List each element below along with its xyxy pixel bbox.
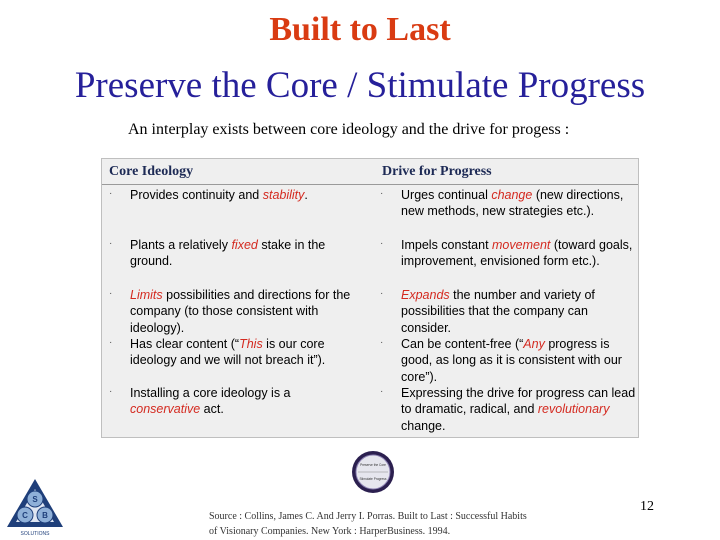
svg-text:B: B [42,511,48,520]
bullet-icon: · [380,337,384,348]
list-item: · Plants a relatively fixed stake in the ground. [109,238,326,269]
comparison-table [101,158,639,438]
svg-text:C: C [22,511,28,520]
list-item: · Provides continuity and stability. [109,188,308,202]
list-item: · Has clear content (“This is our core ideology and we will not breach it”). [109,337,326,368]
bullet-icon: · [380,288,384,299]
list-item: · Impels constant movement (toward goals, improvement, envisioned form etc.). [380,238,633,269]
slide-subtitle: Preserve the Core / Stimulate Progress [74,65,646,106]
svg-text:S: S [32,495,38,504]
slide-title: Built to Last [269,11,451,48]
badge-bottom-text: Stimulate Progress [359,477,387,481]
core-ideology-header: Core Ideology [109,164,194,179]
page-number: 12 [640,499,654,514]
list-item: · Limits possibilities and directions for the company (to those consistent with ideology). [109,288,351,335]
list-item: · Can be content-free (“Any progress is good, as long as it is consistent with our core”). [380,337,622,384]
bullet-icon: · [109,188,113,199]
preserve-stimulate-badge-icon [348,449,398,495]
header-divider [102,184,638,185]
bullet-icon: · [109,238,113,249]
badge-top-text: Preserve the Core [360,463,386,467]
bullet-icon: · [109,337,113,348]
source-line-2: of Visionary Companies. New York : HarperBusiness. 1994. [209,526,451,537]
bullet-icon: · [109,386,113,397]
bullet-icon: · [380,386,384,397]
source-line-1: Source : Collins, James C. And Jerry I. Porras. Built to Last : Successful Habits [209,511,527,522]
drive-progress-column [380,187,636,434]
list-item: · Urges continual change (new directions, new methods, new strategies etc.). [380,188,624,219]
intro-text: An interplay exists between core ideology and the drive for progess : [128,121,570,138]
bullet-icon: · [380,188,384,199]
svg-text:SOLUTIONS: SOLUTIONS [20,531,50,537]
bullet-icon: · [109,288,113,299]
bullet-icon: · [380,238,384,249]
cbs-solutions-logo-icon [3,475,67,537]
list-item: · Installing a core ideology is a conservative act. [109,386,291,417]
drive-progress-header: Drive for Progress [382,164,492,179]
list-item: · Expands the number and variety of possibilities that the company can consider. [380,288,595,335]
core-ideology-column [109,187,359,418]
list-item: · Expressing the drive for progress can lead to dramatic, radical, and revolutionary change. [380,386,636,433]
source-citation [209,509,527,539]
